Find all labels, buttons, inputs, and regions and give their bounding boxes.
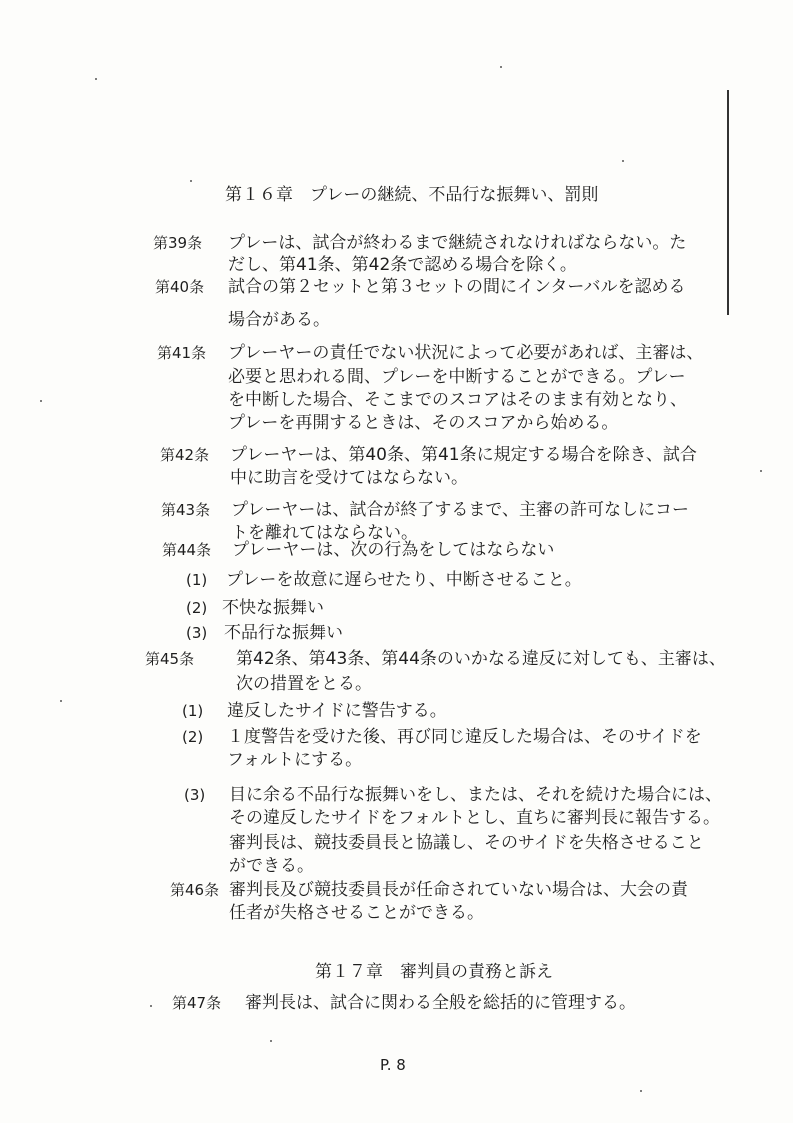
item-text: フォルトにする。: [227, 750, 363, 770]
page-number: P. 8: [380, 1056, 406, 1074]
item-text: プレーを故意に遅らせたり、中断させること。: [226, 570, 582, 590]
scan-speck: [150, 1005, 152, 1007]
chapter-16-title: 第１６章 プレーの継続、不品行な振舞い、罰則: [225, 185, 599, 205]
item-text: 不品行な振舞い: [224, 623, 343, 643]
item-number: (1): [186, 571, 208, 589]
scan-speck: [500, 66, 502, 68]
article-42-text: 中に助言を受けてはならない。: [230, 468, 468, 488]
article-39-text: だし、第41条、第42条で認める場合を除く。: [228, 255, 577, 275]
item-text: その違反したサイドをフォルトとし、直ちに審判長に報告する。: [229, 808, 720, 828]
scan-speck: [95, 78, 97, 80]
article-45-label: 第45条: [145, 650, 195, 668]
item-text: 違反したサイドに警告する。: [227, 701, 447, 721]
article-46-label: 第46条: [170, 881, 220, 899]
article-42-text: プレーヤーは、第40条、第41条に規定する場合を除き、試合: [230, 445, 697, 465]
item-number: (2): [182, 728, 204, 746]
item-text: １度警告を受けた後、再び同じ違反した場合は、そのサイドを: [227, 727, 702, 747]
scan-speck: [270, 1040, 272, 1042]
article-43-text: プレーヤーは、試合が終了するまで、主審の許可なしにコー: [231, 500, 689, 520]
article-46-text: 任者が失格させることができる。: [229, 903, 484, 923]
article-44-text: プレーヤーは、次の行為をしてはならない: [232, 540, 555, 560]
article-41-text: プレーヤーの責任でない状況によって必要があれば、主審は、: [228, 343, 704, 363]
article-41-text: プレーを再開するときは、そのスコアから始める。: [228, 413, 619, 433]
article-47-text: 審判長は、試合に関わる全般を総括的に管理する。: [245, 993, 636, 1013]
article-42-label: 第42条: [160, 446, 210, 464]
article-40-text: 試合の第２セットと第３セットの間にインターバルを認める: [228, 277, 686, 297]
item-number: (2): [186, 599, 208, 617]
item-text: 不快な振舞い: [222, 598, 324, 618]
article-45-text: 次の措置をとる。: [236, 674, 372, 694]
article-39-text: プレーは、試合が終わるまで継続されなければならない。た: [228, 233, 687, 253]
article-40-text: 場合がある。: [228, 310, 330, 330]
scan-speck: [60, 700, 62, 702]
scan-speck: [622, 160, 624, 162]
article-47-label: 第47条: [172, 994, 222, 1012]
article-41-label: 第41条: [157, 344, 207, 362]
scan-speck: [640, 1090, 642, 1092]
article-41-text: 必要と思われる間、プレーを中断することができる。プレー: [228, 367, 686, 387]
chapter-17-title: 第１７章 審判員の責務と訴え: [315, 962, 553, 982]
scan-speck: [190, 180, 192, 182]
margin-rule: [727, 90, 729, 315]
item-number: (3): [186, 624, 208, 642]
article-39-label: 第39条: [153, 234, 203, 252]
article-45-text: 第42条、第43条、第44条のいかなる違反に対しても、主審は、: [236, 649, 726, 669]
article-44-label: 第44条: [162, 541, 212, 559]
item-text: 審判長は、競技委員長と協議し、そのサイドを失格させること: [229, 833, 704, 853]
item-number: (1): [182, 702, 204, 720]
article-43-text: トを離れてはならない。: [231, 523, 418, 543]
item-number: (3): [184, 786, 206, 804]
article-41-text: を中断した場合、そこまでのスコアはそのまま有効となり、: [228, 390, 687, 410]
article-40-label: 第40条: [155, 278, 205, 296]
article-46-text: 審判長及び競技委員長が任命されていない場合は、大会の責: [229, 880, 688, 900]
article-43-label: 第43条: [161, 501, 211, 519]
scan-speck: [760, 470, 762, 472]
scan-speck: [40, 400, 42, 402]
item-text: 目に余る不品行な振舞いをし、または、それを続けた場合には、: [229, 785, 722, 805]
item-text: ができる。: [229, 856, 314, 876]
